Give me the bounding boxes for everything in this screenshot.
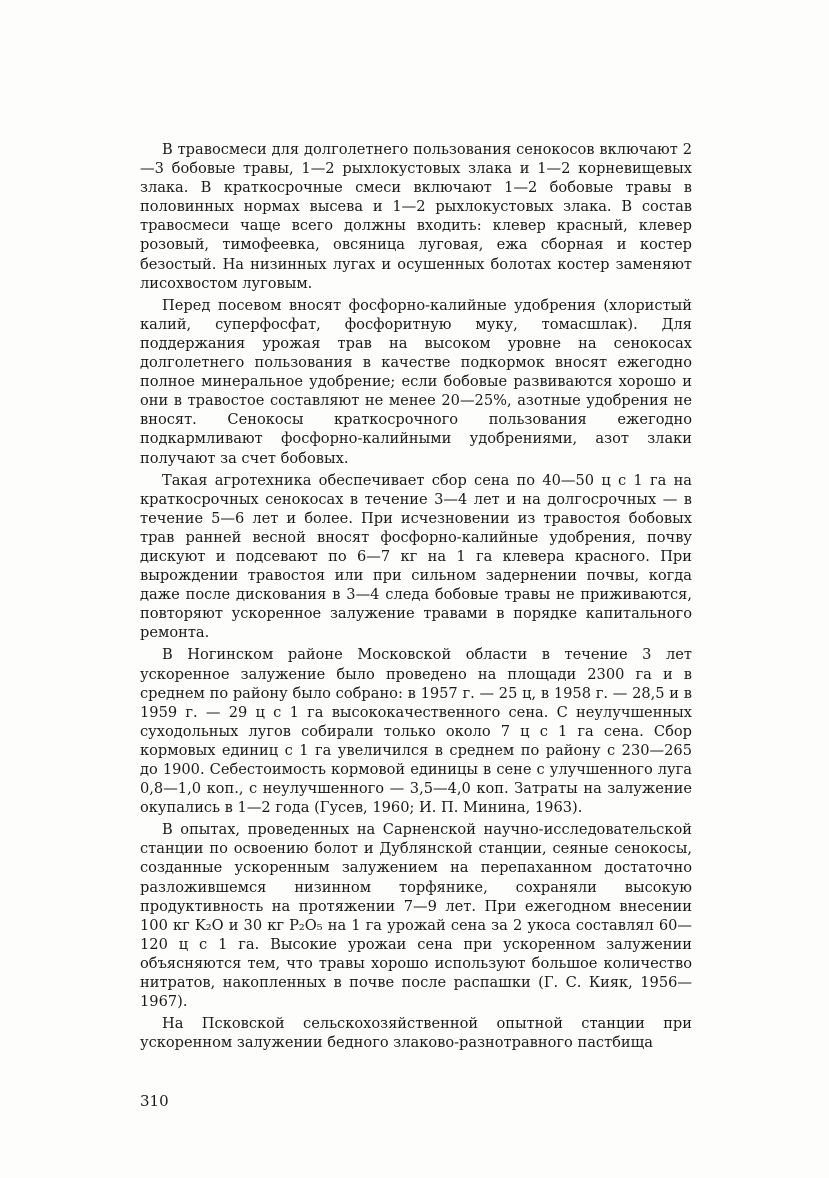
page-number: 310 bbox=[140, 1092, 169, 1110]
paragraph-grass-mixtures: В травосмеси для долголетнего пользования сенокосов включают 2—3 бобовые травы, 1—2 рыхлокустовых злака и 1—2 корневищевых злака. В краткосрочные смеси включают 1—2 бобовые травы в половинных нормах высева и 1—2 рыхлокустовых злака. В состав травосмеси чаще всего должны входить: клевер красный, клевер розовый, тимофеевка, овсяница луговая, ежа сборная и костер безостый. На низинных лугах и осушенных болотах костер заменяют лисохвостом луговым. bbox=[140, 141, 692, 292]
main-text bbox=[140, 140, 692, 1055]
paragraph-agrotechnics: Такая агротехника обеспечивает сбор сена по 40—50 ц с 1 га на краткосрочных сенокосах в течение 3—4 лет и на долгосрочных — в течение 5—6 лет и более. При исчезновении из травостоя бобовых трав ранней весной вносят фосфорно-калийные удобрения, почву дискуют и подсевают по 6—7 кг на 1 га клевера красного. При вырождении травостоя или при сильном задернении почвы, когда даже после дискования в 3—4 следа бобовые травы не приживаются, повторяют ускоренное залужение травами в порядке капитального ремонта. bbox=[140, 471, 692, 642]
paragraph-fertilizers: Перед посевом вносят фосфорно-калийные удобрения (хлористый калий, суперфосфат, фосфоритную муку, томасшлак). Для поддержания урожая трав на высоком уровне на сенокосах долголетнего пользования в качестве подкормок вносят ежегодно полное минеральное удобрение; если бобовые развиваются хорошо и они в травостое составляют не менее 20—25%, азотные удобрения не вносят. Сенокосы краткосрочного пользования ежегодно подкармливают фосфорно-калийными удобрениями, азот злаки получают за счет бобовых. bbox=[140, 296, 692, 467]
paragraph-noginsk-district: В Ногинском районе Московской области в течение 3 лет ускоренное залужение было проведено на площади 2300 га и в среднем по району было собрано: в 1957 г. — 25 ц, в 1958 г. — 28,5 и в 1959 г. — 29 ц с 1 га высококачественного сена. С неулучшенных суходольных лугов собирали только около 7 ц с 1 га сена. Сбор кормовых единиц с 1 га увеличился в среднем по району с 230—265 до 1900. Себестоимость кормовой единицы в сене с улучшенного луга 0,8—1,0 коп., с неулучшенного — 3,5—4,0 коп. Затраты на залужение окупались в 1—2 года (Гусев, 1960; И. П. Минина, 1963). bbox=[140, 646, 692, 817]
paragraph-pskov-station: На Псковской сельскохозяйственной опытной станции при ускоренном залужении бедного злаково-разнотравного пастбища bbox=[140, 1015, 692, 1052]
paragraph-sarny-station: В опытах, проведенных на Сарненской научно-исследовательской станции по освоению болот и Дублянской станции, сеяные сенокосы, созданные ускоренным залужением на перепаханном достаточно разложившемся низинном торфянике, сохраняли высокую продуктивность на протяжении 7—9 лет. При ежегодном внесении 100 кг K₂O и 30 кг P₂O₅ на 1 га урожай сена за 2 укоса составлял 60—120 ц с 1 га. Высокие урожаи сена при ускоренном залужении объясняются тем, что травы хорошо используют большое количество нитратов, накопленных в почве после распашки (Г. С. Кияк, 1956—1967). bbox=[140, 821, 692, 1011]
